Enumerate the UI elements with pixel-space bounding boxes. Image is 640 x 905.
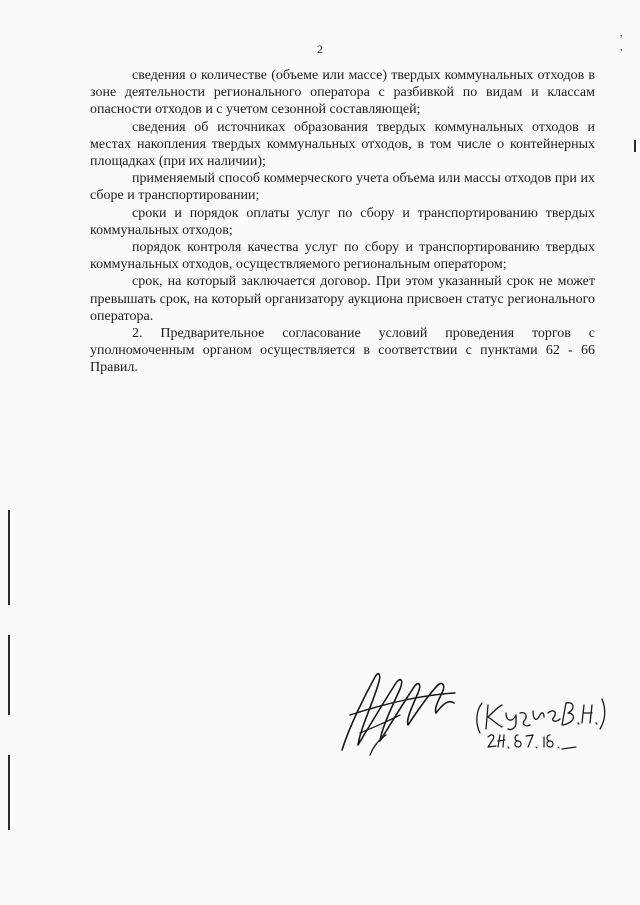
signature-drawing: [330, 655, 610, 765]
signature-stroke: [488, 735, 576, 749]
scan-edge-mark: [634, 140, 636, 152]
scan-edge-mark: [8, 510, 10, 605]
clause-2: 2. Предварительное согласование условий проведения торгов с уполномоченным органом осуществляется в соответствии с пунктами 62 - 66 Правил.: [90, 326, 595, 376]
paragraph: порядок контроля качества услуг по сбору и транспортированию твердых коммунальных отходов, осуществляемого региональным оператором;: [90, 240, 595, 273]
signature-stroke: [477, 703, 482, 733]
scan-speck: ,: [620, 28, 623, 39]
signature-stroke: [486, 705, 560, 730]
paragraph: сведения о количестве (объеме или массе) твердых коммунальных отходов в зоне деятельности регионального оператора с разбивкой по видам и классам опасности отходов и с учетом сезонной составляющей;: [90, 68, 595, 118]
scan-edge-mark: [8, 635, 10, 715]
paragraph: применяемый способ коммерческого учета объема или массы отходов при их сборе и транспортировании;: [90, 171, 595, 204]
paragraph: сведения об источниках образования твердых коммунальных отходов и местах накопления твердых коммунальных отходов, в том числе о контейнерных площадках (при их наличии);: [90, 119, 595, 170]
paragraph: срок, на который заключается договор. При этом указанный срок не может превышать срок, на который организатору аукциона присвоен статус регионального оператора.: [90, 274, 595, 324]
paragraph: сроки и порядок оплаты услуг по сбору и транспортированию твердых коммунальных отходов;: [90, 205, 595, 238]
signature-stroke: [562, 699, 605, 729]
page-number: 2: [317, 42, 323, 56]
document-body: [90, 67, 595, 377]
scan-speck: ,: [620, 42, 623, 53]
handwritten-signature: [330, 655, 610, 765]
scan-edge-mark: [8, 755, 10, 830]
signature-stroke: [360, 715, 400, 755]
